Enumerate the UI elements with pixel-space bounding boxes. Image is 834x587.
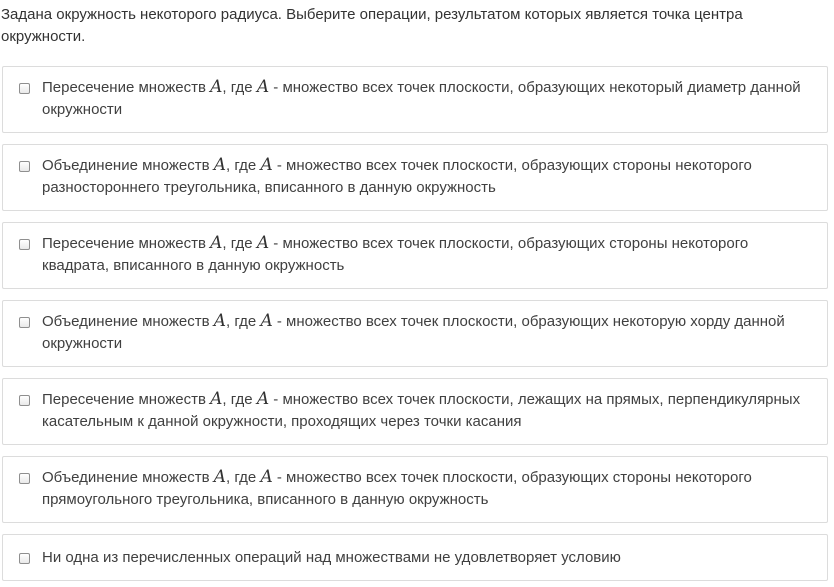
checkbox[interactable] [19, 83, 30, 94]
option-label: Пересечение множеств A, где A - множество всех точек плоскости, образующих некоторый диаметр данной окружности [42, 77, 801, 118]
set-variable: A [256, 77, 270, 97]
option-label: Объединение множеств A, где A - множество всех точек плоскости, образующих некоторую хорду данной окружности [42, 311, 785, 352]
set-variable: A [210, 389, 223, 409]
checkbox[interactable] [19, 239, 30, 250]
set-variable: A [213, 467, 227, 487]
checkbox[interactable] [19, 395, 30, 406]
option-label: Пересечение множеств A, где A - множество всех точек плоскости, образующих стороны некоторого квадрата, вписанного в данную окружность [42, 233, 749, 274]
set-variable: A [210, 77, 223, 97]
checkbox[interactable] [19, 317, 30, 328]
set-variable: A [260, 467, 273, 487]
set-variable: A [256, 233, 270, 253]
option-label: Объединение множеств A, где A - множество всех точек плоскости, образующих стороны некоторого разностороннего треугольника, вписанного в данную окружность [42, 155, 752, 196]
set-variable: A [210, 233, 223, 253]
option-4[interactable] [2, 300, 828, 367]
option-5[interactable] [2, 378, 828, 445]
checkbox[interactable] [19, 553, 30, 564]
set-variable: A [260, 311, 273, 331]
option-1[interactable] [2, 66, 828, 133]
option-label: Ни одна из перечисленных операций над множествами не удовлетворяет условию [42, 549, 621, 566]
option-label: Пересечение множеств A, где A - множество всех точек плоскости, лежащих на прямых, перпендикулярных касательным к данной окружности, проходящих через точки касания [42, 389, 801, 430]
option-2[interactable] [2, 144, 828, 211]
set-variable: A [213, 155, 227, 175]
option-7[interactable] [2, 534, 828, 581]
set-variable: A [213, 311, 227, 331]
option-3[interactable] [2, 222, 828, 289]
checkbox[interactable] [19, 161, 30, 172]
checkbox[interactable] [19, 473, 30, 484]
set-variable: A [260, 155, 273, 175]
question-text: Задана окружность некоторого радиуса. Выберите операции, результатом которых является точка центра окружности. [1, 6, 743, 45]
option-6[interactable] [2, 456, 828, 523]
option-label: Объединение множеств A, где A - множество всех точек плоскости, образующих стороны некоторого прямоугольного треугольника, вписанного в данную окружность [42, 467, 752, 508]
set-variable: A [256, 389, 270, 409]
